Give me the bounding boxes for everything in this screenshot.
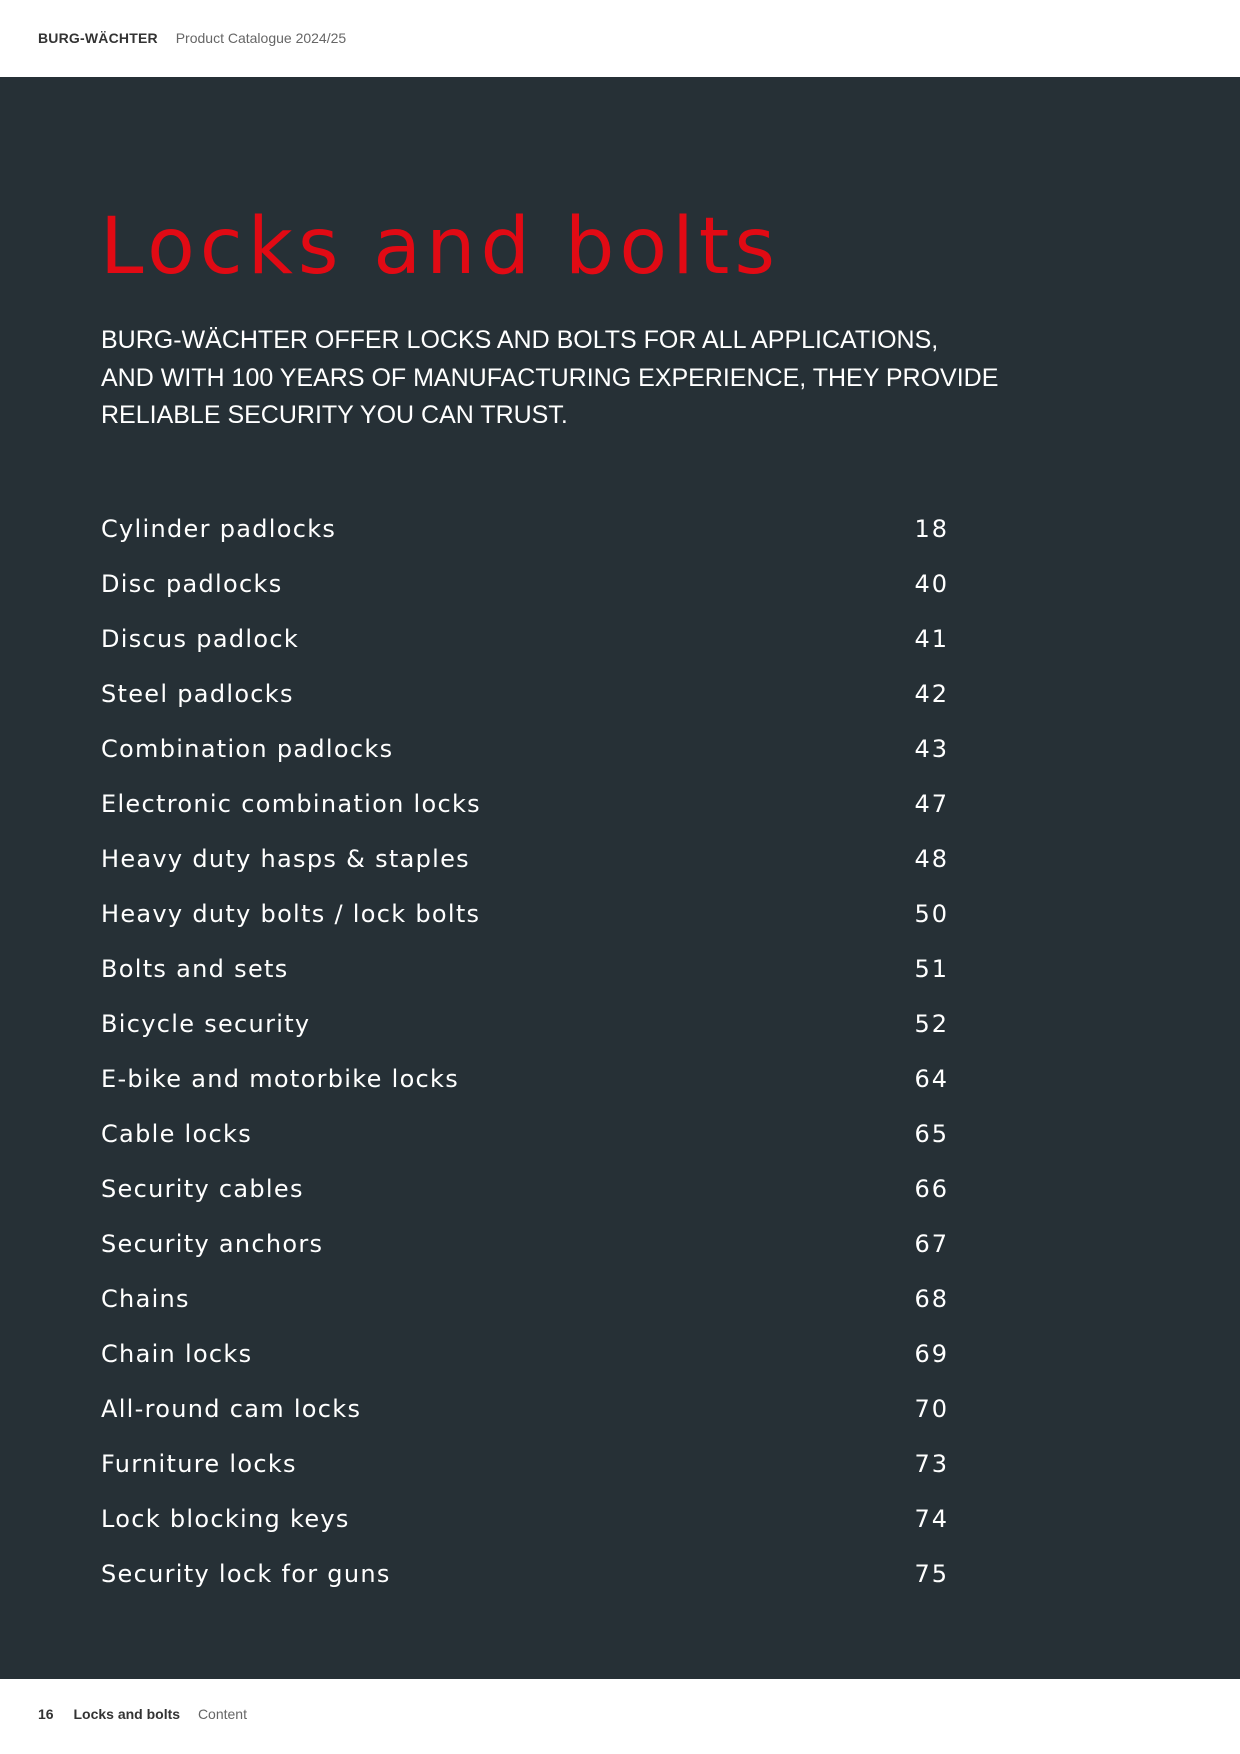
toc-entry-label: Cable locks xyxy=(101,1120,253,1148)
toc-entry[interactable] xyxy=(101,502,949,557)
toc-entry-label: Security lock for guns xyxy=(101,1560,391,1588)
toc-entry-page: 42 xyxy=(914,680,949,708)
toc-entry-page: 52 xyxy=(914,1010,949,1038)
toc-entry-label: Lock blocking keys xyxy=(101,1505,350,1533)
toc-entry-label: All-round cam locks xyxy=(101,1395,362,1423)
toc-entry-label: Combination padlocks xyxy=(101,735,394,763)
toc-entry[interactable] xyxy=(101,1492,949,1547)
page-number: 16 xyxy=(38,1706,54,1722)
table-of-contents xyxy=(101,502,949,1602)
toc-entry-label: Discus padlock xyxy=(101,625,300,653)
toc-entry-label: Heavy duty hasps & staples xyxy=(101,845,470,873)
toc-entry-page: 74 xyxy=(914,1505,949,1533)
toc-entry[interactable] xyxy=(101,557,949,612)
toc-entry[interactable] xyxy=(101,997,949,1052)
catalogue-title: Product Catalogue 2024/25 xyxy=(175,30,347,46)
toc-entry-label: Furniture locks xyxy=(101,1450,297,1478)
intro-line: BURG-WÄCHTER OFFER LOCKS AND BOLTS FOR ALL APPLICATIONS, xyxy=(101,326,939,354)
intro-line: RELIABLE SECURITY YOU CAN TRUST. xyxy=(101,401,568,429)
toc-entry-page: 67 xyxy=(914,1230,949,1258)
intro-line: AND WITH 100 YEARS OF MANUFACTURING EXPERIENCE, THEY PROVIDE xyxy=(101,363,999,392)
toc-entry-label: Security anchors xyxy=(101,1230,324,1258)
toc-entry[interactable] xyxy=(101,1327,949,1382)
toc-entry[interactable] xyxy=(101,1107,949,1162)
toc-entry-label: Electronic combination locks xyxy=(101,790,481,818)
toc-entry-label: Cylinder padlocks xyxy=(101,515,337,543)
toc-entry[interactable] xyxy=(101,942,949,997)
footer-section: Locks and bolts xyxy=(73,1706,181,1722)
toc-entry-label: Chains xyxy=(101,1285,190,1313)
toc-entry-label: Security cables xyxy=(101,1175,304,1203)
toc-entry[interactable] xyxy=(101,1052,949,1107)
toc-entry[interactable] xyxy=(101,1272,949,1327)
page-title: Locks and bolts xyxy=(100,202,780,292)
toc-entry-label: Chain locks xyxy=(101,1340,253,1368)
page-header xyxy=(38,30,346,46)
toc-entry-label: Disc padlocks xyxy=(101,570,283,598)
toc-entry-page: 64 xyxy=(914,1065,949,1093)
toc-entry[interactable] xyxy=(101,722,949,777)
toc-entry-page: 68 xyxy=(914,1285,949,1313)
toc-entry-label: Bicycle security xyxy=(101,1010,311,1038)
toc-entry-page: 18 xyxy=(914,515,949,543)
toc-entry-label: Heavy duty bolts / lock bolts xyxy=(101,900,481,928)
toc-entry[interactable] xyxy=(101,1382,949,1437)
toc-entry-page: 47 xyxy=(914,790,949,818)
toc-entry[interactable] xyxy=(101,887,949,942)
toc-entry[interactable] xyxy=(101,1547,949,1602)
toc-entry-page: 65 xyxy=(914,1120,949,1148)
toc-entry[interactable] xyxy=(101,612,949,667)
toc-entry-page: 50 xyxy=(914,900,949,928)
toc-entry-page: 73 xyxy=(914,1450,949,1478)
toc-entry-page: 75 xyxy=(914,1560,949,1588)
intro-text xyxy=(101,322,1001,435)
toc-entry-label: Bolts and sets xyxy=(101,955,289,983)
toc-entry-page: 66 xyxy=(914,1175,949,1203)
toc-entry-page: 70 xyxy=(914,1395,949,1423)
toc-entry-page: 69 xyxy=(914,1340,949,1368)
toc-entry[interactable] xyxy=(101,777,949,832)
toc-entry[interactable] xyxy=(101,832,949,887)
toc-entry-label: Steel padlocks xyxy=(101,680,294,708)
toc-entry-page: 43 xyxy=(914,735,949,763)
footer-subsection: Content xyxy=(197,1706,247,1722)
brand-name: BURG-WÄCHTER xyxy=(38,30,158,46)
toc-entry-page: 51 xyxy=(914,955,949,983)
toc-entry[interactable] xyxy=(101,1162,949,1217)
page-footer xyxy=(38,1706,247,1722)
toc-entry[interactable] xyxy=(101,667,949,722)
toc-entry-page: 48 xyxy=(914,845,949,873)
toc-entry-page: 40 xyxy=(914,570,949,598)
toc-entry-label: E-bike and motorbike locks xyxy=(101,1065,460,1093)
toc-entry[interactable] xyxy=(101,1217,949,1272)
toc-entry[interactable] xyxy=(101,1437,949,1492)
toc-entry-page: 41 xyxy=(914,625,949,653)
